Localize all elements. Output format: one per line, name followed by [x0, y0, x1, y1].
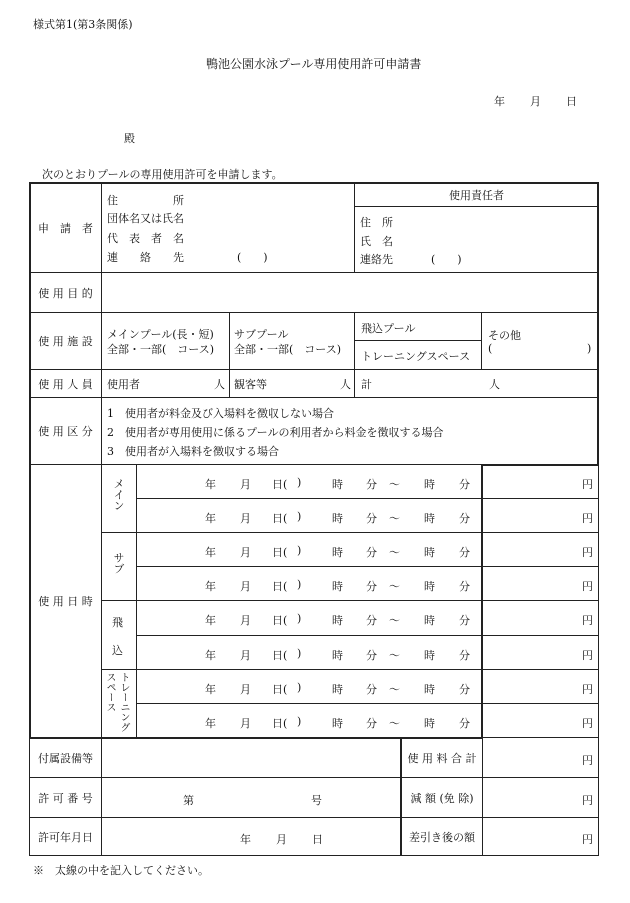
datetime-row-3-minute: 分 [366, 546, 377, 559]
datetime-row-6-day: 日( [272, 649, 288, 662]
permit-no-label: 許 可 番 号 [38, 791, 93, 805]
datetime-row-1-day: 日( [272, 478, 288, 491]
datetime-label: 使 用 日 時 [38, 595, 93, 608]
datetime-row-8-month: 月 [240, 717, 251, 730]
datetime-row-1-month: 月 [240, 478, 251, 491]
net-amount-yen: 円 [582, 833, 593, 846]
datetime-row-1-hour2: 時 [424, 478, 435, 491]
datetime-row-5-year: 年 [205, 614, 216, 627]
datetime-row-6-paren-close: ) [297, 647, 302, 660]
group-training-left: スペース [104, 672, 115, 712]
applicant-org-label: 団体名又は氏名 [107, 212, 184, 225]
group-sub: サブ [112, 552, 125, 574]
datetime-row-4-yen: 円 [582, 580, 593, 593]
datetime-row-5-day: 日( [272, 614, 288, 627]
facility-other-open: ( [488, 342, 493, 355]
datetime-row-2-month: 月 [240, 512, 251, 525]
datetime-row-4-year: 年 [205, 580, 216, 593]
datetime-row-8-day: 日( [272, 717, 288, 730]
datetime-row-7-minute2: 分 [459, 683, 470, 696]
datetime-row-6-hour: 時 [332, 649, 343, 662]
manager-name-label: 氏 名 [360, 235, 393, 248]
datetime-row-7-year: 年 [205, 683, 216, 696]
intro-text: 次のとおりプールの専用使用許可を申請します。 [42, 168, 283, 181]
group-dive-top: 飛 [112, 616, 123, 629]
equipment-field[interactable] [104, 741, 398, 775]
datetime-row-7-paren-close: ) [297, 681, 302, 694]
datetime-row-2-tilde: 〜 [389, 512, 400, 525]
datetime-row-2-day: 日( [272, 512, 288, 525]
people-users-unit: 人 [214, 378, 225, 391]
datetime-row-1-tilde: 〜 [389, 478, 400, 491]
datetime-row-8-paren-close: ) [297, 715, 302, 728]
date-day: 日 [566, 95, 577, 108]
facility-other-close: ) [587, 342, 592, 355]
permit-date-day: 日 [312, 833, 323, 846]
footnote: ※ 太線の中を記入してください。 [33, 864, 209, 877]
datetime-row-1-hour: 時 [332, 478, 343, 491]
datetime-row-7-day: 日( [272, 683, 288, 696]
facility-sub: サブプール [234, 328, 289, 341]
datetime-row-8-hour2: 時 [424, 717, 435, 730]
addressee: 殿 [124, 132, 135, 145]
datetime-row-4-minute: 分 [366, 580, 377, 593]
facility-sub-scope: 全部・一部( コース) [234, 343, 342, 356]
datetime-row-7-hour: 時 [332, 683, 343, 696]
datetime-row-2-minute: 分 [366, 512, 377, 525]
form-title: 鴨池公園水泳プール専用使用許可申請書 [206, 57, 422, 71]
fee-total-yen: 円 [582, 754, 593, 767]
people-total-unit: 人 [489, 378, 500, 391]
datetime-row-8-tilde: 〜 [389, 717, 400, 730]
date-month: 月 [530, 95, 541, 108]
datetime-row-1-minute: 分 [366, 478, 377, 491]
category-item-2: 2 使用者が専用使用に係るプールの利用者から料金を徴収する場合 [107, 426, 444, 439]
datetime-row-8-minute: 分 [366, 717, 377, 730]
datetime-row-5-hour2: 時 [424, 614, 435, 627]
datetime-row-5-month: 月 [240, 614, 251, 627]
datetime-row-7-tilde: 〜 [389, 683, 400, 696]
datetime-row-2-year: 年 [205, 512, 216, 525]
datetime-row-8-yen: 円 [582, 717, 593, 730]
datetime-row-3-hour2: 時 [424, 546, 435, 559]
datetime-row-7-month: 月 [240, 683, 251, 696]
datetime-row-7-yen: 円 [582, 683, 593, 696]
datetime-row-2-paren-close: ) [297, 510, 302, 523]
people-users: 使用者 [107, 378, 140, 391]
form-number: 様式第1(第3条関係) [33, 18, 133, 31]
datetime-row-2-minute2: 分 [459, 512, 470, 525]
datetime-row-4-month: 月 [240, 580, 251, 593]
datetime-row-8-year: 年 [205, 717, 216, 730]
datetime-row-5-yen: 円 [582, 614, 593, 627]
datetime-row-8-hour: 時 [332, 717, 343, 730]
datetime-row-6-month: 月 [240, 649, 251, 662]
datetime-row-4-minute2: 分 [459, 580, 470, 593]
datetime-row-3-minute2: 分 [459, 546, 470, 559]
people-label: 使 用 人 員 [38, 377, 93, 391]
date-year: 年 [494, 95, 505, 108]
permit-date-year: 年 [240, 833, 251, 846]
datetime-row-1-minute2: 分 [459, 478, 470, 491]
datetime-row-5-minute: 分 [366, 614, 377, 627]
datetime-row-1-year: 年 [205, 478, 216, 491]
group-training-right: トレーニング [118, 672, 129, 732]
manager-header: 使用責任者 [449, 189, 504, 202]
datetime-row-2-yen: 円 [582, 512, 593, 525]
reduction-yen: 円 [582, 794, 593, 807]
datetime-row-5-tilde: 〜 [389, 614, 400, 627]
datetime-row-1-yen: 円 [582, 478, 593, 491]
datetime-row-6-minute: 分 [366, 649, 377, 662]
datetime-row-3-hour: 時 [332, 546, 343, 559]
datetime-row-6-minute2: 分 [459, 649, 470, 662]
datetime-row-2-hour2: 時 [424, 512, 435, 525]
purpose-label: 使 用 目 的 [38, 286, 93, 300]
applicant-contact-paren: ( ) [237, 251, 268, 264]
datetime-row-3-year: 年 [205, 546, 216, 559]
facility-main-scope: 全部・一部( コース) [107, 343, 215, 356]
applicant-label: 申 請 者 [38, 221, 93, 235]
datetime-row-7-hour2: 時 [424, 683, 435, 696]
datetime-row-6-tilde: 〜 [389, 649, 400, 662]
datetime-row-4-tilde: 〜 [389, 580, 400, 593]
category-item-3: 3 使用者が入場料を徴収する場合 [107, 445, 279, 458]
permit-no-dai: 第 [183, 794, 194, 807]
datetime-row-6-hour2: 時 [424, 649, 435, 662]
datetime-row-3-day: 日( [272, 546, 288, 559]
group-dive-bottom: 込 [112, 644, 123, 657]
people-viewers-unit: 人 [340, 378, 351, 391]
applicant-contact-label: 連 絡 先 [107, 251, 184, 264]
datetime-row-3-tilde: 〜 [389, 546, 400, 559]
datetime-row-4-hour: 時 [332, 580, 343, 593]
datetime-row-3-paren-close: ) [297, 544, 302, 557]
fee-total-label: 使 用 料 合 計 [407, 752, 477, 765]
datetime-row-7-minute: 分 [366, 683, 377, 696]
datetime-row-6-year: 年 [205, 649, 216, 662]
reduction-label: 減 額 (免 除) [410, 791, 474, 805]
manager-contact-paren: ( ) [431, 253, 462, 266]
manager-contact-label: 連絡先 [360, 253, 393, 266]
permit-date-label: 許可年月日 [38, 830, 93, 844]
permit-no-go: 号 [311, 794, 322, 807]
applicant-rep-label: 代 表 者 名 [107, 232, 184, 245]
datetime-row-3-yen: 円 [582, 546, 593, 559]
manager-address-label: 住 所 [360, 216, 393, 229]
group-main: メイン [112, 478, 125, 511]
datetime-row-2-hour: 時 [332, 512, 343, 525]
facility-other: その他 [488, 329, 521, 342]
category-item-1: 1 使用者が料金及び入場料を徴収しない場合 [107, 407, 334, 420]
category-label: 使 用 区 分 [38, 425, 93, 438]
net-amount-label: 差引き後の額 [409, 830, 475, 844]
people-total: 計 [361, 378, 372, 391]
datetime-row-4-day: 日( [272, 580, 288, 593]
applicant-address-label: 住 所 [107, 194, 184, 207]
facility-dive: 飛込プール [361, 322, 416, 335]
facility-training: トレーニングスペース [361, 350, 471, 363]
facility-main: メインプール(長・短) [107, 328, 214, 341]
facility-label: 使 用 施 設 [38, 335, 93, 348]
datetime-row-6-yen: 円 [582, 649, 593, 662]
datetime-row-5-minute2: 分 [459, 614, 470, 627]
datetime-row-3-month: 月 [240, 546, 251, 559]
purpose-field[interactable] [104, 276, 594, 309]
datetime-row-4-hour2: 時 [424, 580, 435, 593]
permit-date-month: 月 [276, 833, 287, 846]
equipment-label: 付属設備等 [38, 752, 93, 765]
datetime-row-5-hour: 時 [332, 614, 343, 627]
datetime-row-4-paren-close: ) [297, 578, 302, 591]
datetime-row-1-paren-close: ) [297, 476, 302, 489]
datetime-row-8-minute2: 分 [459, 717, 470, 730]
datetime-row-5-paren-close: ) [297, 612, 302, 625]
people-viewers: 観客等 [234, 378, 267, 391]
